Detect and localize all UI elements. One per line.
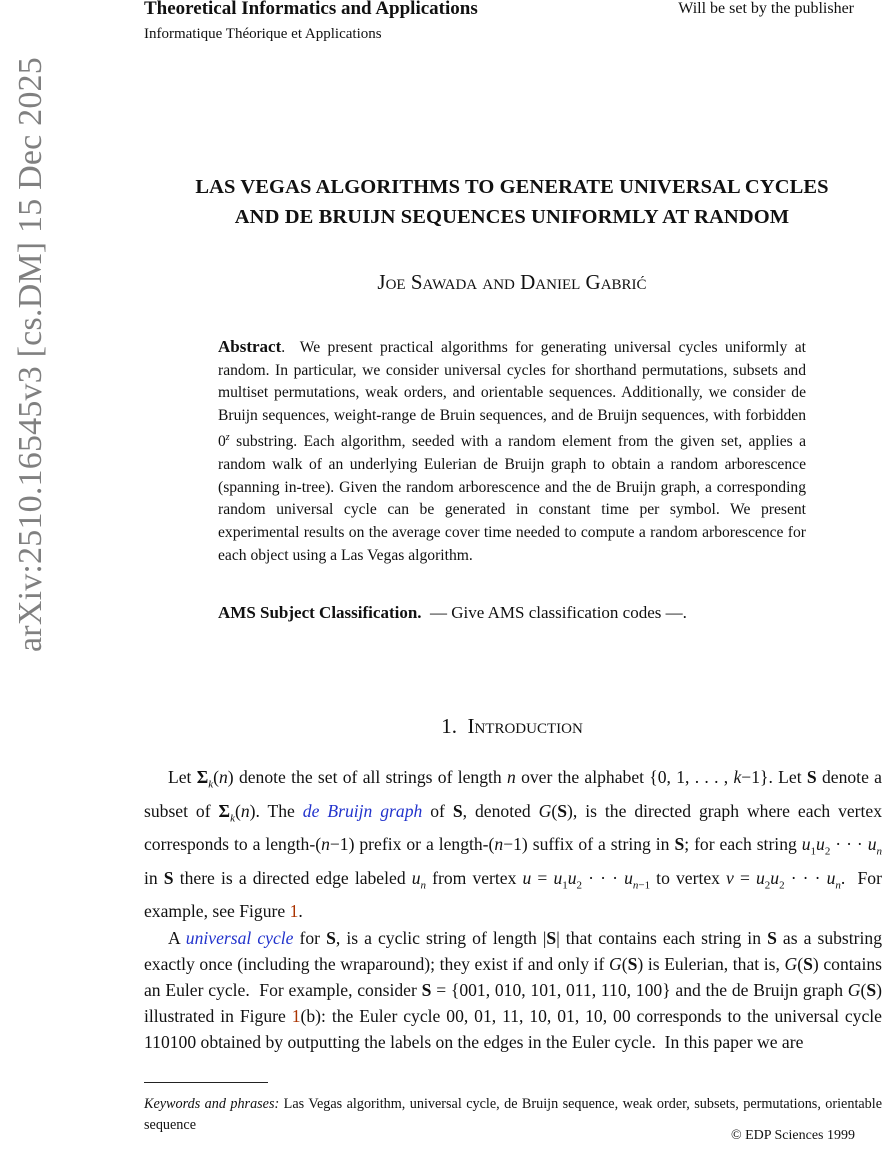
footnote-rule [144, 1082, 268, 1083]
universal-cycle-link[interactable]: universal cycle [185, 927, 294, 948]
section-number: 1. [441, 714, 457, 738]
journal-name: Theoretical Informatics and Applications [144, 0, 478, 19]
arxiv-stamp: arXiv:2510.16545v3 [cs.DM] 15 Dec 2025 [12, 57, 49, 652]
publisher-note: Will be set by the publisher [678, 0, 854, 17]
copyright: © EDP Sciences 1999 [730, 1128, 855, 1143]
abstract-label: Abstract [218, 337, 282, 356]
paper-title [140, 172, 882, 232]
keywords-text: Las Vegas algorithm, universal cycle, de Bruijn sequence, weak order, subsets, permutations, orientable sequence [144, 1096, 882, 1133]
figure-1-link[interactable]: 1 [289, 901, 299, 922]
ams-classification [218, 603, 818, 623]
abstract: Abstract. We present practical algorithms for generating universal cycles uniformly at random. In particular, we consider universal cycles for shorthand permutations, subsets and multiset permutations, weak orders, and orientable sequences. Additionally, we consider de Bruijn sequences, weight-range de Bruin sequences, and de Bruijn sequences, with forbidden 0$^z$ substring. Each algorithm, seeded with a random element from the given set, applies a random walk of an underlying Eulerian de Bruijn graph to obtain a random arborescence (spanning in-tree). Given the random arborescence and the de Bruijn graph, a corresponding random universal cycle can be generated in constant time per symbol. We present experimental results on the average cover time needed to compute a random arborescence for each object using a Las Vegas algorithm. [218, 337, 806, 564]
section-title: Introduction [467, 714, 583, 738]
abstract-text-2: substring. Each algorithm, seeded with a random element from the given set, applies a random walk of an underlying Eulerian de Bruijn graph to obtain a random arborescence (spanning in-tree). Given the random arborescence and the de Bruijn graph, a corresponding random universal cycle can be generated in constant time per symbol. We present experimental results on the average cover time needed to compute a random arborescence for each object using a Las Vegas algorithm. [218, 433, 806, 564]
introduction-body [144, 764, 882, 1055]
section-heading [140, 714, 882, 739]
paragraph-1: Let $\Sigma_k(n)$ denote the set of all strings of length n over the alphabet {0, 1, . . . , k−1}. Let S denote a subset of $\Sigma_k(n)$. The de Bruijn graph of S, denoted G(S), is the directed graph where each vertex corresponds to a length-(n−1) prefix or a length-(n−1) suffix of a string in S; for each string $u_1u_2$ · · · $u_n$ in S there is a directed edge labeled $u_n$ from vertex $u = u_1u_2$ · · · $u_{n-1}$ to vertex $v = u_2u_2$ · · · $u_n$. For example, see Figure 1. [144, 767, 882, 922]
ams-label: AMS Subject Classification. [218, 603, 422, 622]
abstract-text: We present practical algorithms for generating universal cycles uniformly at random. In particular, we consider universal cycles for shorthand permutations, subsets and multiset permutations, weak orders, and orientable sequences. Additionally, we consider de Bruijn sequences, weight-range de Bruin sequences, and de Bruijn sequences, with forbidden 0 [218, 339, 806, 451]
ams-text: — Give AMS classification codes —. [430, 603, 687, 622]
paragraph-2: A universal cycle for S, is a cyclic string of length |S| that contains each string in S as a substring exactly once (including the wraparound); they exist if and only if G(S) is Eulerian, that is, G(S) contains an Euler cycle. For example, consider S = {001, 010, 101, 011, 110, 100} and the de Bruijn graph G(S) illustrated in Figure 1(b): the Euler cycle 00, 01, 11, 10, 01, 10, 00 corresponds to the universal cycle 110100 obtained by outputting the labels on the edges in the Euler cycle. In this paper we are [144, 927, 882, 1052]
title-line-2: AND DE BRUIJN SEQUENCES UNIFORMLY AT RANDOM [234, 206, 790, 228]
figure-1b-link[interactable]: 1 [291, 1005, 301, 1026]
abstract-superscript: z [225, 432, 230, 444]
authors: Joe Sawada and Daniel Gabrić [377, 270, 647, 294]
de-bruijn-graph-link[interactable]: de Bruijn graph [302, 800, 423, 821]
title-line-1: LAS VEGAS ALGORITHMS TO GENERATE UNIVERSAL CYCLES [195, 176, 829, 198]
keywords-label: Keywords and phrases: [144, 1096, 280, 1112]
journal-subtitle: Informatique Théorique et Applications [144, 26, 382, 42]
